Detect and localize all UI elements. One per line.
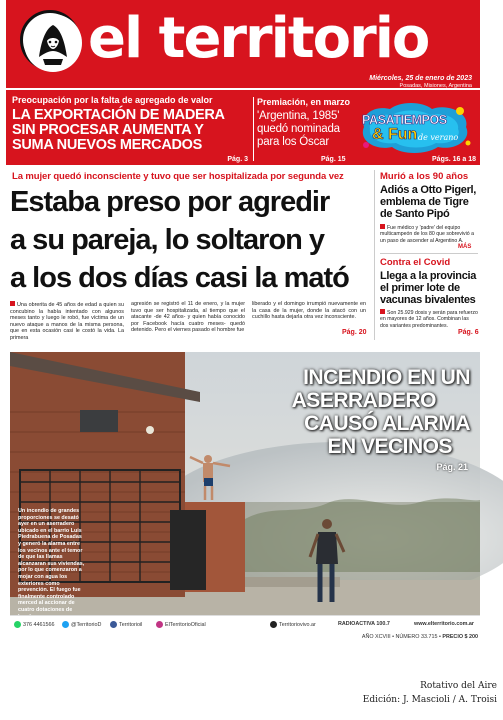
issue-info: AÑO XCVIII • NÚMERO 33.715 • PRECIO $ 200: [361, 634, 478, 640]
teaser-line: 'Argentina, 1985': [257, 110, 340, 122]
newspaper-logo-icon: [20, 10, 80, 70]
main-headline-line[interactable]: Estaba preso por agredir: [10, 186, 330, 218]
instagram-icon: [156, 621, 163, 628]
bullet-icon: [10, 301, 15, 306]
side-separator: [380, 253, 478, 254]
teaser-oscar[interactable]: [255, 93, 351, 165]
photo-caption: Un incendio de grandes proporciones se desató ayer en un aserradero ubicado en el barrio Luis Piedrabuena de Posadas y generó la alarma entre los vecinos ante el temor de que las llamas alcanzaran sus viviendas, por lo que comenzaron a mojar con agua los exteriores como prevención. El fuego fue finalmente controlado merced al accionar de cuatro dotaciones de: [18, 508, 85, 613]
photo-headline-line: INCENDIO EN UN: [303, 366, 470, 389]
teaser-wood-export[interactable]: [6, 93, 252, 165]
publication-date: Miércoles, 25 de enero de 2023: [369, 75, 472, 82]
price: PRECIO $ 200: [442, 634, 478, 640]
teaser-band: [6, 93, 480, 165]
photo-headline-line: EN VECINOS: [327, 435, 452, 458]
main-story-kicker: La mujer quedó inconsciente y tuvo que ser hospitalizada por segunda vez: [12, 171, 344, 182]
page-reference: Pág. 20: [342, 329, 367, 336]
footer-twitter[interactable]: @TerritorioD: [62, 621, 101, 628]
photo-headline-line: ASERRADERO: [291, 389, 436, 412]
facebook-icon: [110, 621, 117, 628]
column-divider: [374, 170, 375, 340]
main-headline-line[interactable]: a su pareja, lo soltaron y: [10, 224, 325, 256]
bullet-icon: [380, 309, 385, 314]
tv-icon: [270, 621, 277, 628]
credits: [363, 679, 497, 707]
fun-title: & Fun: [372, 126, 418, 143]
side-story-headline[interactable]: Adiós a Otto Pigerl, emblema de Tigre de Santo Pipó: [380, 184, 477, 220]
twitter-icon: [62, 621, 69, 628]
footer-instagram[interactable]: ElTerritorioOficial: [156, 621, 206, 628]
page-reference: Pág. 21: [436, 462, 468, 472]
teaser-pasatiempos[interactable]: [352, 93, 480, 165]
verano-subtitle: de verano: [418, 133, 459, 142]
footer-phone[interactable]: 376 4461566: [14, 621, 54, 628]
body-column: agresión se registró el 11 de enero, y la mujer tuvo que ser hospitalizada, al tiempo que el atacante -de 42 años- y quien había conocido por Facebook hacía cuatro meses- quedó detenido. Pero el viernes pasado el hombre fue: [131, 301, 245, 334]
body-column: liberado y el domingo irrumpió nuevamente en la casa de la mujer, donde la atacó con un cuchillo hasta dejarla otra vez inconsciente.: [252, 301, 366, 321]
photo-story[interactable]: [10, 352, 480, 615]
masthead-title: el territorio: [88, 6, 429, 71]
more-link[interactable]: MÁS: [458, 244, 472, 250]
front-page: [6, 0, 480, 646]
whatsapp-icon: [14, 621, 21, 628]
credits-line: Edición: J. Mascioli / A. Troisi: [362, 695, 497, 705]
pasatiempos-title: PASATIEMPOS: [362, 113, 447, 127]
social-footer: [10, 615, 480, 633]
teaser-line: quedó nominada: [257, 123, 340, 135]
page-reference: Pág. 3: [227, 156, 248, 163]
footer-facebook[interactable]: Territorioil: [110, 621, 142, 628]
teaser-headline-line: SUMA NUEVOS MERCADOS: [12, 137, 203, 153]
teaser-divider: [253, 97, 254, 161]
page-reference: Pág. 15: [321, 156, 346, 163]
publication-place: Posadas, Misiones, Argentina: [399, 83, 472, 89]
body-column: Una obrerita de 45 años de edad a quien su concubino la había intentado con algunos meses tanto y luego le robó, fue víctima de un nuevo ataque a manos de la misma persona, que en esta ocasión casi le costó la vida. La primera: [10, 302, 124, 341]
footer-tv[interactable]: Territoriovivo.ar: [270, 621, 316, 628]
bullet-icon: [380, 224, 385, 229]
teaser-headline-line: SIN PROCESAR AUMENTA Y: [12, 122, 204, 138]
teaser-line: para los Óscar: [257, 136, 329, 148]
teaser-kicker: Premiación, en marzo: [257, 97, 351, 107]
side-story-headline[interactable]: Llega a la provincia el primer lote de vacunas bivalentes: [380, 270, 477, 306]
side-story-kicker: Contra el Covid: [380, 257, 451, 268]
credits-line: Rotativo del Aire: [420, 681, 497, 691]
main-story-body: [10, 301, 370, 339]
page-reference: Pág. 6: [458, 329, 479, 336]
teaser-headline: [12, 108, 252, 153]
side-story-body: Son 25.929 dosis y serán para refuerzo en mayores de 12 años. Combinan las dos variantes predominantes.: [380, 310, 478, 329]
main-headline-line[interactable]: a los dos días casi la mató: [10, 262, 349, 294]
photo-headline-line: CAUSÓ ALARMA: [304, 412, 470, 435]
teaser-kicker: Preocupación por la falta de agregado de valor: [12, 95, 213, 105]
footer-radio[interactable]: RADIOACTIVA 100.7: [338, 621, 390, 627]
footer-website[interactable]: www.elterritorio.com.ar: [414, 621, 475, 627]
side-story-body: Fue médico y 'padre' del equipo multicampeón de los 80 que sobrevivió a un paso de ascender al Argentino A.: [380, 225, 475, 244]
page-reference: Págs. 16 a 18: [432, 156, 476, 163]
side-story-kicker: Murió a los 90 años: [380, 171, 469, 182]
teaser-headline-line: LA EXPORTACIÓN DE MADERA: [12, 107, 225, 123]
masthead: [6, 0, 480, 88]
